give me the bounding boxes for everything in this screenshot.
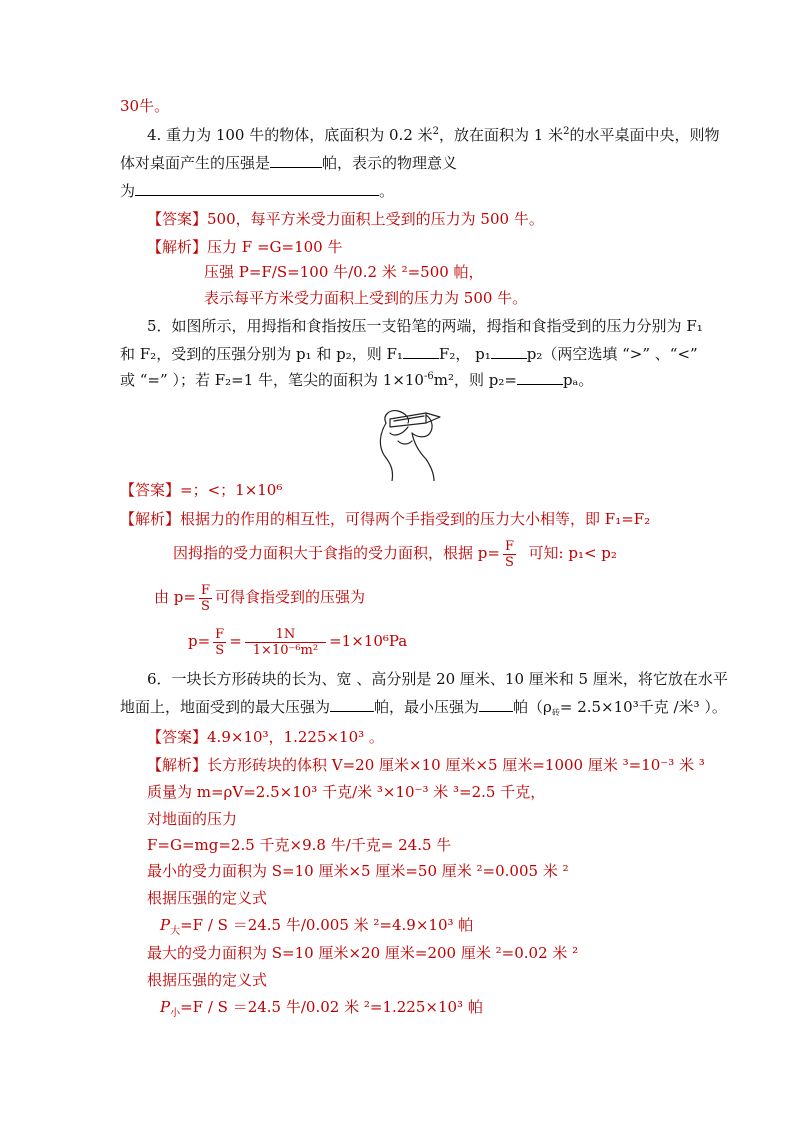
- q6-blank-2: [479, 697, 513, 712]
- q5-line-3: 或 “=” ）；若 F₂=1 牛，笔尖的面积为 $1\times 10^{-6}m^2$，则 p₂= pₐ。: [120, 371, 594, 389]
- q4-line-2: 体对桌面产生的压强是 帕，表示的物理意义: [120, 154, 458, 172]
- q6-analysis-1: 【解析】长方形砖块的体积 V=20 厘米×10 厘米×5 厘米=1000 厘米 ³=10⁻³ 米 ³: [147, 756, 705, 774]
- hand-pencil-illustration: [368, 393, 448, 481]
- q4-blank-2: [135, 181, 379, 196]
- q6-analysis-10: $P_小=F / S =24.5$ 牛/0.02 米 ²=1.225×10³ 帕: [160, 998, 483, 1019]
- q6-answer: 【答案】4.9×10³，1.225×10³ 。: [147, 728, 384, 746]
- q4-analysis-2: 压强 P=F/S=100 牛/0.2 米 ²=500 帕，: [204, 263, 484, 281]
- q6-blank-1: [330, 697, 374, 712]
- q6-line-1: 6．一块长方形砖块的长为、宽 、高分别是 20 厘米、10 厘米和 5 厘米，将它放在水平: [147, 670, 728, 688]
- q4-analysis-1: 【解析】压力 F =G=100 牛: [147, 238, 343, 256]
- fraction-f-over-s: $\frac{F}{S}$: [215, 626, 225, 658]
- q6-analysis-9: 根据压强的定义式: [147, 971, 268, 989]
- q5-analysis-2: 因拇指的受力面积大于食指的受力面积，根据 p= $\frac{F}{S}$ 可知: p₁< p₂: [173, 538, 617, 570]
- q6-analysis-4: F=G=mg=2.5 千克×9.8 牛/千克= 24.5 牛: [147, 836, 452, 854]
- q4-answer: 【答案】500，每平方米受力面积上受到的压力为 500 牛。: [147, 210, 544, 228]
- q4-line-1: 4. 重力为 100 牛的物体，底面积为 0.2 米$^2$，放在面积为 1 米$^2$的水平桌面中央，则物: [147, 126, 720, 144]
- q5-blank-1: [403, 344, 439, 359]
- q5-answer: 【答案】=；<；1×10⁶: [120, 481, 283, 499]
- fraction-f-over-s: $\frac{F}{S}$: [504, 538, 514, 570]
- q4-analysis-3: 表示每平方米受力面积上受到的压力为 500 牛。: [204, 289, 528, 307]
- q6-analysis-7: $P_大=F / S =24.5$ 牛/0.005 米 ²=4.9×10³ 帕: [160, 916, 474, 937]
- q6-line-2: 地面上，地面受到的最大压强为 帕，最小压强为 帕（$\rho_砖= 2.5\times 10^3$千克 /米³ ）。: [120, 698, 727, 717]
- q6-analysis-3: 对地面的压力: [147, 810, 238, 828]
- q5-blank-3: [517, 370, 563, 385]
- fraction-1n-over-area: $\frac{1N}{\text{1×10⁻⁶m²}}$: [245, 627, 326, 658]
- q5-line-1: 5．如图所示，用拇指和食指按压一支铅笔的两端，拇指和食指受到的压力分别为 F₁: [147, 317, 703, 335]
- q5-analysis-4: p= $\frac{F}{S}$ = $\frac{1N}{\text{1×10⁻⁶m²}}$ =1×10⁶Pa: [188, 626, 408, 658]
- q5-blank-2: [491, 344, 527, 359]
- q4-blank-1: [270, 153, 322, 168]
- q5-analysis-3: 由 p= $\frac{F}{S}$ 可得食指受到的压强为: [154, 582, 365, 614]
- previous-answer-tail: 30牛。: [120, 97, 170, 115]
- q6-analysis-2: 质量为 m=ρV=2.5×10³ 千克/米 ³×10⁻³ 米 ³=2.5 千克，: [147, 783, 546, 801]
- q6-analysis-8: 最大的受力面积为 S=10 厘米×20 厘米=200 厘米 ²=0.02 米 ²: [147, 944, 579, 962]
- q5-line-2: 和 F₂，受到的压强分别为 p₁ 和 p₂，则 F₁ F₂， p₁ p₂（两空选填 “>” 、“<”: [120, 345, 698, 363]
- q6-analysis-5: 最小的受力面积为 S=10 厘米×5 厘米=50 厘米 ²=0.005 米 ²: [147, 862, 569, 880]
- q6-analysis-6: 根据压强的定义式: [147, 889, 268, 907]
- q5-analysis-1: 【解析】根据力的作用的相互性，可得两个手指受到的压力大小相等，即 F₁=F₂: [120, 510, 651, 528]
- fraction-f-over-s: $\frac{F}{S}$: [200, 582, 210, 614]
- q4-line-3: 为 。: [120, 182, 395, 200]
